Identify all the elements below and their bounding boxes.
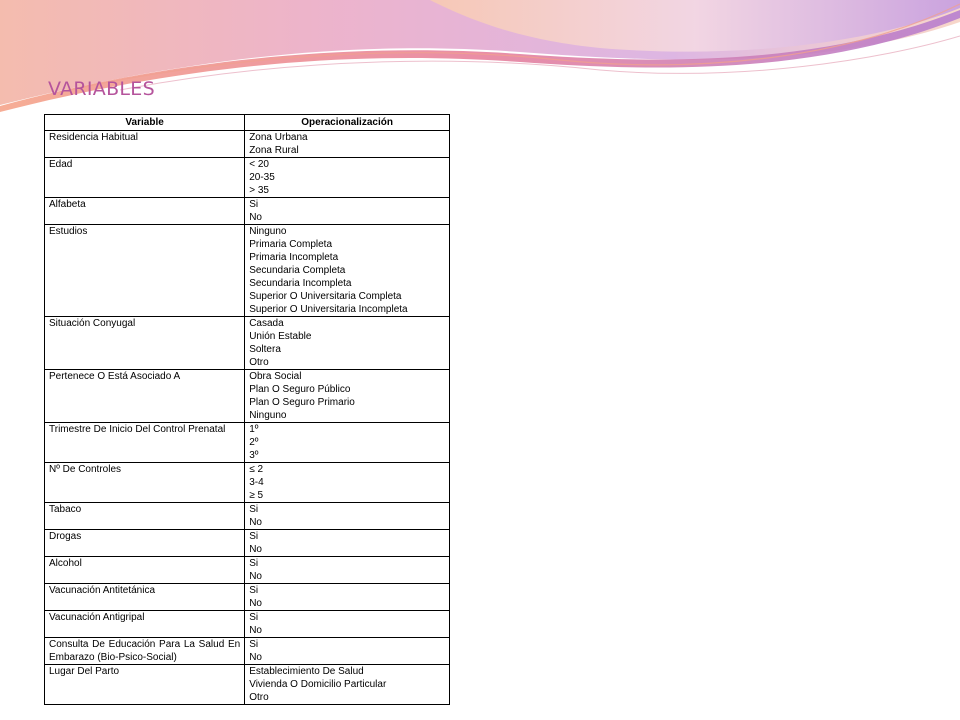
table-row (45, 530, 450, 557)
option-value: 3º (249, 450, 259, 461)
option-value: No (249, 517, 262, 528)
option-value: Unión Estable (249, 331, 312, 342)
option-value: Establecimiento De Salud (249, 666, 364, 677)
table-row (45, 557, 450, 584)
operacionalizacion-cell (245, 317, 450, 370)
table-row (45, 131, 450, 158)
option-value: Si (249, 585, 259, 596)
operacionalizacion-cell (245, 530, 450, 557)
option-value: < 20 (249, 159, 269, 170)
operacionalizacion-cell (245, 611, 450, 638)
option-value: Si (249, 558, 259, 569)
variable-cell: Drogas (45, 530, 245, 557)
table-row (45, 503, 450, 530)
option-value: Si (249, 612, 259, 623)
option-value: No (249, 598, 262, 609)
variable-cell: Edad (45, 158, 245, 198)
header-swoosh-decoration (0, 0, 960, 120)
option-value: No (249, 625, 262, 636)
option-value: Plan O Seguro Público (249, 384, 351, 395)
operacionalizacion-cell (245, 557, 450, 584)
operacionalizacion-cell (245, 225, 450, 317)
operacionalizacion-cell (245, 131, 450, 158)
option-value: Superior O Universitaria Incompleta (249, 304, 408, 315)
operacionalizacion-cell (245, 665, 450, 705)
option-value: No (249, 571, 262, 582)
option-value: Otro (249, 357, 269, 368)
option-value: Casada (249, 318, 284, 329)
option-value: Plan O Seguro Primario (249, 397, 355, 408)
option-value: Secundaria Completa (249, 265, 346, 276)
operacionalizacion-cell (245, 198, 450, 225)
operacionalizacion-cell (245, 584, 450, 611)
option-value: Secundaria Incompleta (249, 278, 352, 289)
option-value: ≤ 2 (249, 464, 264, 475)
option-value: Ninguno (249, 226, 287, 237)
table-row (45, 638, 450, 665)
variables-table (44, 114, 450, 705)
option-value: 3-4 (249, 477, 264, 488)
table-row (45, 463, 450, 503)
option-value: No (249, 544, 262, 555)
option-value: Si (249, 199, 259, 210)
option-value: Obra Social (249, 371, 302, 382)
option-value: 2º (249, 437, 259, 448)
operacionalizacion-cell (245, 370, 450, 423)
option-value: Si (249, 504, 259, 515)
variable-cell: Residencia Habitual (45, 131, 245, 158)
table-header-row (45, 115, 450, 131)
table-row (45, 611, 450, 638)
option-value: Vivienda O Domicilio Particular (249, 679, 387, 690)
slide-title: VARIABLES (48, 78, 155, 100)
table-row (45, 423, 450, 463)
variable-cell: Alfabeta (45, 198, 245, 225)
variable-cell: Pertenece O Está Asociado A (45, 370, 245, 423)
option-value: Primaria Incompleta (249, 252, 339, 263)
option-value: No (249, 652, 262, 663)
header-variable: Variable (45, 115, 245, 131)
table-row (45, 225, 450, 317)
operacionalizacion-cell (245, 423, 450, 463)
variable-cell: Alcohol (45, 557, 245, 584)
table-row (45, 317, 450, 370)
variable-cell: Consulta De Educación Para La Salud En Embarazo (Bio-Psico-Social) (45, 638, 245, 665)
variable-cell: Vacunación Antitetánica (45, 584, 245, 611)
operacionalizacion-cell (245, 503, 450, 530)
table-row (45, 584, 450, 611)
variable-cell: Vacunación Antigripal (45, 611, 245, 638)
table-body (45, 131, 450, 705)
option-value: Superior O Universitaria Completa (249, 291, 402, 302)
variable-cell: Tabaco (45, 503, 245, 530)
option-value: Zona Urbana (249, 132, 308, 143)
option-value: Ninguno (249, 410, 287, 421)
variable-cell: Trimestre De Inicio Del Control Prenatal (45, 423, 245, 463)
table-row (45, 370, 450, 423)
variable-cell: Nº De Controles (45, 463, 245, 503)
option-value: > 35 (249, 185, 269, 196)
option-value: 1º (249, 424, 259, 435)
option-value: ≥ 5 (249, 490, 264, 501)
option-value: 20-35 (249, 172, 275, 183)
option-value: Si (249, 531, 259, 542)
option-value: Soltera (249, 344, 281, 355)
option-value: Zona Rural (249, 145, 299, 156)
table-row (45, 198, 450, 225)
table-row (45, 665, 450, 705)
operacionalizacion-cell (245, 463, 450, 503)
table-row (45, 158, 450, 198)
variable-cell: Lugar Del Parto (45, 665, 245, 705)
option-value: Si (249, 639, 259, 650)
variable-cell: Situación Conyugal (45, 317, 245, 370)
option-value: Primaria Completa (249, 239, 333, 250)
operacionalizacion-cell (245, 158, 450, 198)
header-operacionalizacion: Operacionalización (245, 115, 450, 131)
variable-cell: Estudios (45, 225, 245, 317)
operacionalizacion-cell (245, 638, 450, 665)
option-value: No (249, 212, 262, 223)
option-value: Otro (249, 692, 269, 703)
